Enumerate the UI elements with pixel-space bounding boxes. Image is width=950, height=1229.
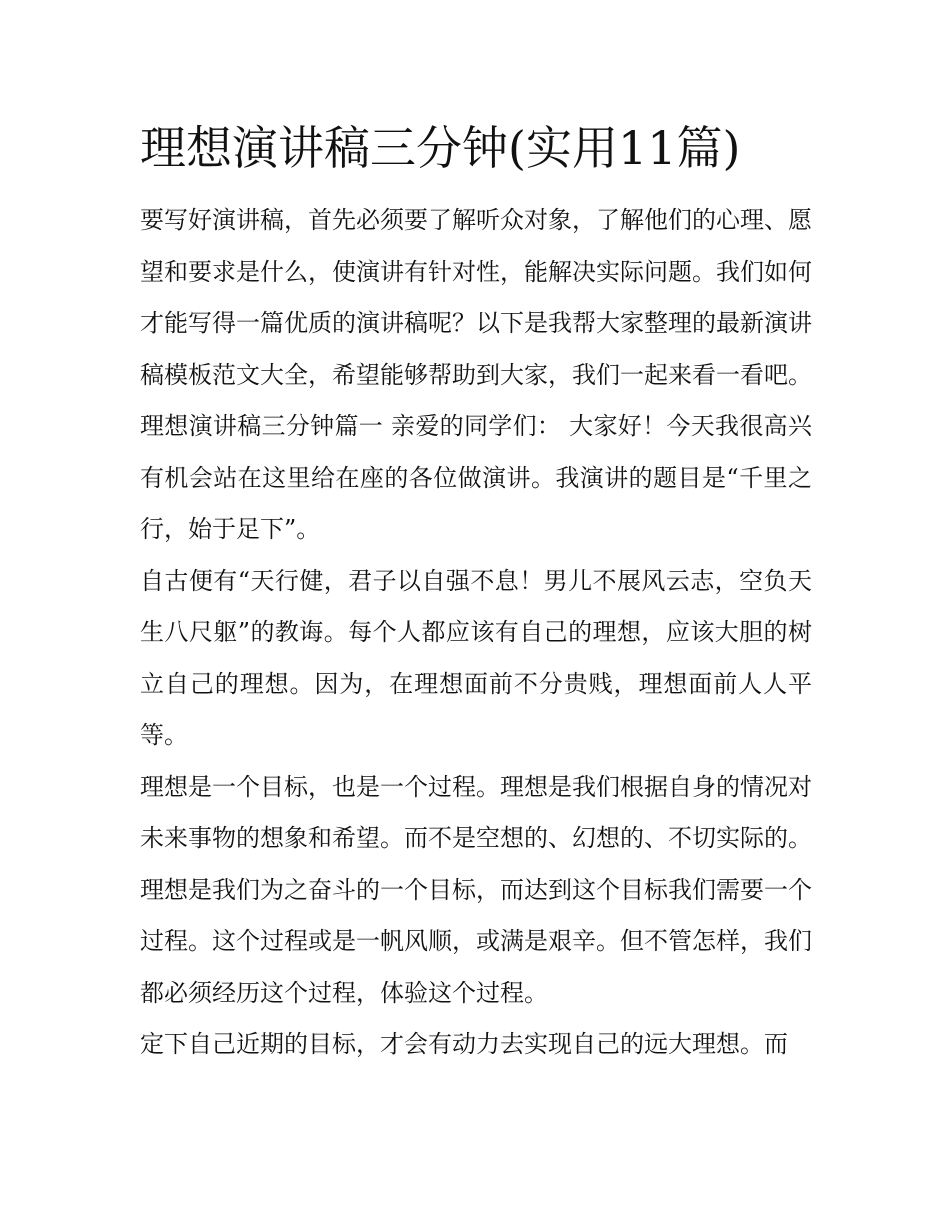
- document-body: [140, 118, 812, 1071]
- paragraph-near-term-goal: 定下自己近期的目标，才会有动力去实现自己的远大理想。而: [140, 1030, 788, 1058]
- paragraph-ideal-ancient-saying: 自古便有“天行健，君子以自强不息！男儿不展风云志，空负天生八尺躯”的教诲。每个人都应该有自己的理想，应该大胆的树立自己的理想。因为，在理想面前不分贵贱，理想面前人人平等。: [140, 566, 812, 749]
- paragraph-ideal-is-goal: 理想是一个目标，也是一个过程。理想是我们根据自身的情况对未来事物的想象和希望。而不是空想的、幻想的、不切实际的。理想是我们为之奋斗的一个目标，而达到这个目标我们需要一个过程。这个过程或是一帆风顺，或满是艰辛。但不管怎样，我们都必须经历这个过程，体验这个过程。: [140, 772, 812, 1007]
- document-title: 理想演讲稿三分钟(实用11篇): [140, 121, 741, 175]
- paragraph-intro: 要写好演讲稿，首先必须要了解听众对象，了解他们的心理、愿望和要求是什么，使演讲有针对性，能解决实际问题。我们如何才能写得一篇优质的演讲稿呢？以下是我帮大家整理的最新演讲稿模板范文大全，希望能够帮助到大家，我们一起来看一看吧。: [140, 206, 812, 389]
- paragraph-speech-opening: 理想演讲稿三分钟篇一 亲爱的同学们： 大家好！今天我很高兴有机会站在这里给在座的各位做演讲。我演讲的题目是“千里之行，始于足下”。: [140, 412, 812, 543]
